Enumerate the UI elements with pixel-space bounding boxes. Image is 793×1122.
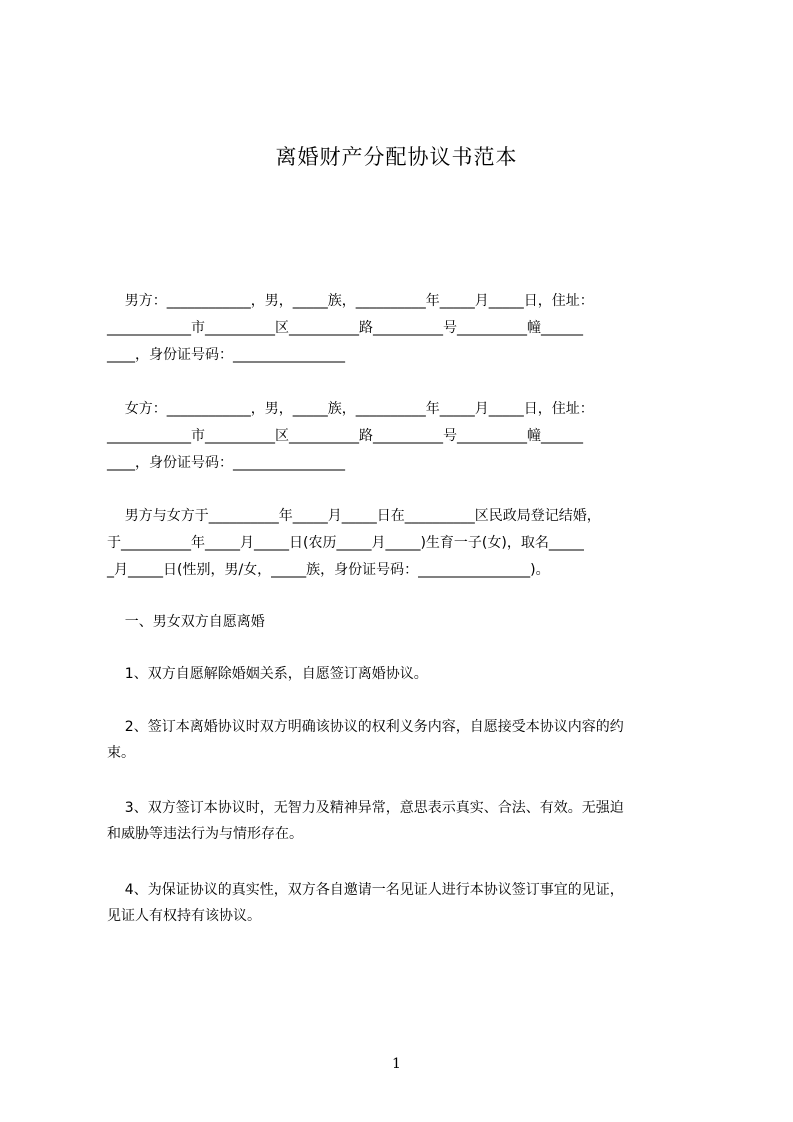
clause-3-line-2: 和威胁等违法行为与情形存在。 [107,826,303,842]
marriage-line-2: 于__________年_____月_____日(农历_____月_____)生育一子(女)，取名_____ [107,535,584,551]
female-line-2: ____________市__________区__________路__________号__________幢______ [107,428,583,444]
marriage-line-1: 男方与女方于__________年_____月_____日在__________区民政局登记结婚， [107,508,601,524]
male-line-2: ____________市__________区__________路__________号__________幢______ [107,320,583,336]
female-line-1: 女方：____________，男，_____族，__________年_____月_____日，住址： [107,401,594,417]
male-line-3: ____，身份证号码：________________ [107,347,345,363]
page-number: 1 [392,1056,401,1072]
clause-3-line-1: 3、双方签订本协议时，无智力及精神异常，意思表示真实、合法、有效。无强迫 [107,800,624,816]
female-line-3: ____，身份证号码：________________ [107,455,345,471]
clause-4-line-2: 见证人有权持有该协议。 [107,908,261,924]
marriage-line-3: _月_____日(性别，男/女，_____族，身份证号码：________________)。 [107,562,550,578]
clause-2-line-2: 束。 [107,745,135,761]
clause-2-line-1: 2、签订本离婚协议时双方明确该协议的权利义务内容，自愿接受本协议内容的约 [107,719,624,735]
section-1-heading: 一、男女双方自愿离婚 [107,614,265,630]
male-line-1: 男方：____________，男，_____族，__________年_____月_____日，住址： [107,293,594,309]
clause-4-line-1: 4、为保证协议的真实性，双方各自邀请一名见证人进行本协议签订事宜的见证， [107,882,624,898]
clause-1-line-1: 1、双方自愿解除婚姻关系，自愿签订离婚协议。 [107,666,428,682]
document-title: 离婚财产分配协议书范本 [275,145,518,169]
